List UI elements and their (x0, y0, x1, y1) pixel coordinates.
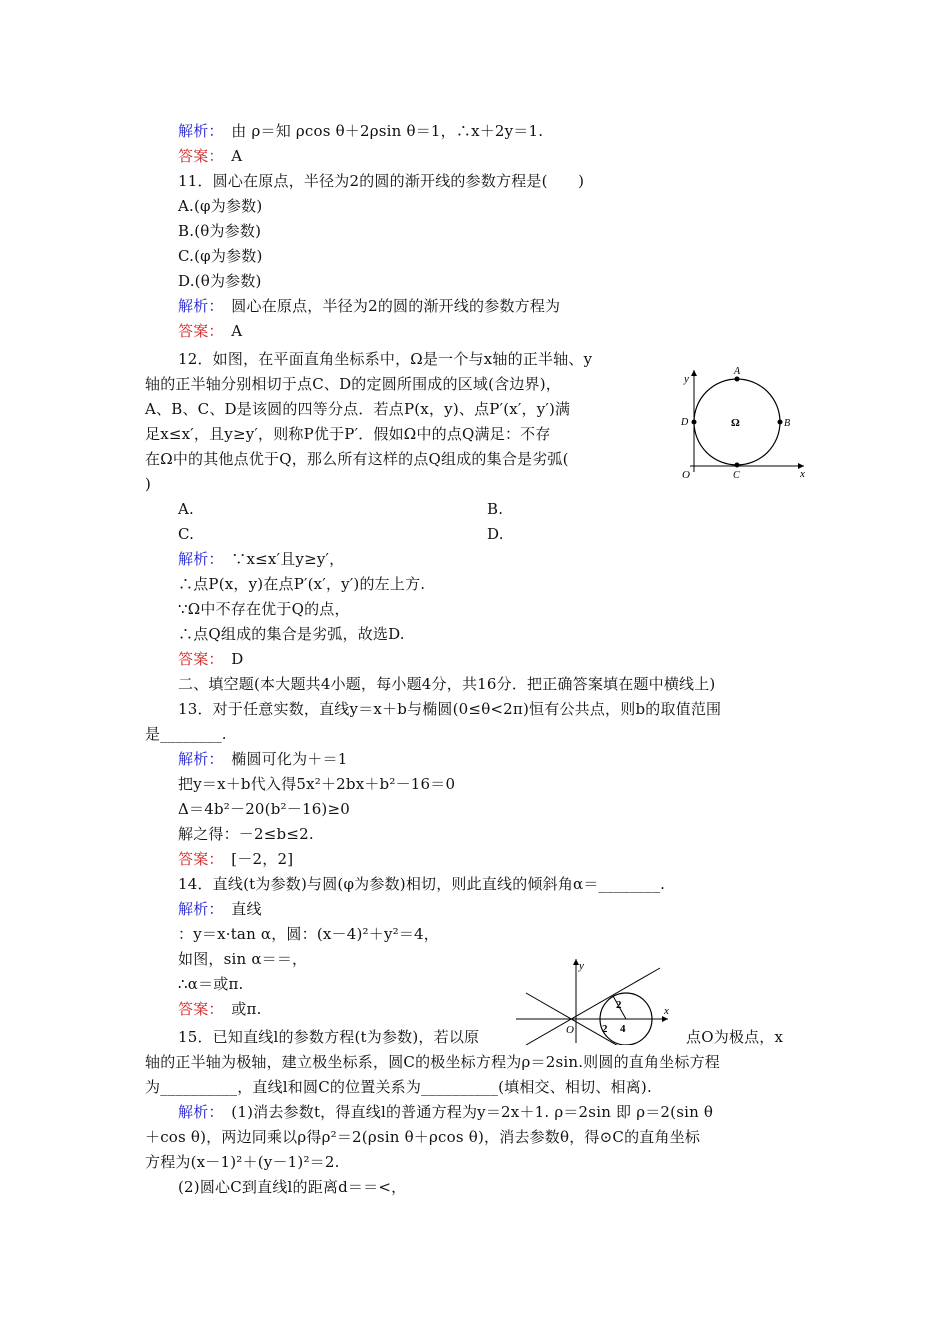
point-d-label: D (681, 417, 689, 428)
solution-label: 解析： (178, 900, 217, 918)
solution-14-line-3: 如图，sin α＝＝， (178, 950, 308, 968)
question-13-line-1: 13．对于任意实数，直线y＝x＋b与椭圆(0≤θ<2π)恒有公共点，则b的取值范围 (178, 700, 722, 718)
origin-label: O (682, 469, 690, 481)
question-13-line-2: 是________. (145, 725, 227, 743)
question-12-line-6: ) (145, 475, 152, 493)
solution-13-line-4: 解之得：－2≤b≤2. (178, 825, 314, 843)
point-b-label: B (784, 418, 791, 429)
question-12-line-2: 轴的正半轴分别相切于点C、D的定圆所围成的区域(含边界)， (145, 375, 562, 393)
x-tick-2-label: 2 (602, 1023, 608, 1035)
point-a-label: A (734, 366, 741, 377)
line-solution-14: 解析： 直线 (178, 900, 262, 918)
solution-13-line-3: Δ＝4b²－20(b²－16)≥0 (178, 800, 350, 818)
question-12-line-1: 12．如图，在平面直角坐标系中，Ω是一个与x轴的正半轴、y (178, 350, 593, 368)
answer-label: 答案： (178, 147, 217, 165)
radius-label: 2 (616, 999, 622, 1011)
solution-12-line-2: ∴点P(x，y)在点P′(x′，y′)的左上方. (178, 575, 426, 593)
circle-quadrant-figure (672, 362, 812, 482)
solution-label: 解析： (178, 297, 217, 315)
option-12-b: B. (487, 500, 504, 518)
question-12-line-5: 在Ω中的其他点优于Q，那么所有这样的点Q组成的集合是劣弧( (145, 450, 569, 468)
section-fill-in-heading: 二、填空题(本大题共4小题，每小题4分，共16分．把正确答案填在题中横线上) (178, 675, 716, 693)
solution-12-line-4: ∴点Q组成的集合是劣弧，故选D. (178, 625, 405, 643)
solution-label: 解析： (178, 122, 217, 140)
y-axis-label: y (579, 960, 584, 972)
option-11-c: C.(φ为参数) (178, 247, 263, 265)
y-axis-label: y (684, 373, 689, 385)
region-omega-label: Ω (731, 417, 740, 429)
point-c-label: C (733, 470, 740, 481)
solution-15-line-2: ＋cos θ)，两边同乘以ρ得ρ²＝2(ρsin θ＋ρcos θ)，消去参数θ，得⊙C的直角坐标 (145, 1128, 701, 1146)
option-11-d: D.(θ为参数) (178, 272, 262, 290)
option-12-a: A. (178, 500, 195, 518)
question-15-line-1-left: 15．已知直线l的参数方程(t为参数)，若以原 (178, 1028, 480, 1046)
option-12-d: D. (487, 525, 504, 543)
tangent-circle-figure (516, 955, 676, 1045)
solution-label: 解析： (178, 1103, 217, 1121)
line-answer-13: 答案： [－2，2] (178, 850, 294, 868)
line-answer-10: 答案： A (178, 147, 243, 165)
solution-14-line-4: ∴α＝或π. (178, 975, 244, 993)
solution-label: 解析： (178, 750, 217, 768)
question-12-line-3: A、B、C、D是该圆的四等分点．若点P(x，y)、点P′(x′，y′)满 (145, 400, 571, 418)
line-solution-10: 解析： 由 ρ＝知 ρcos θ＋2ρsin θ＝1，∴x＋2y＝1. (178, 122, 544, 140)
line-solution-15: 解析： (1)消去参数t，得直线l的普通方程为y＝2x＋1. ρ＝2sin 即 ρ＝2(sin θ (178, 1103, 714, 1121)
question-12-line-4: 足x≤x′，且y≥y′，则称P优于P′．假如Ω中的点Q满足：不存 (145, 425, 551, 443)
x-tick-4-label: 4 (620, 1023, 626, 1035)
line-solution-13: 解析： 椭圆可化为＋＝1 (178, 750, 348, 768)
line-solution-11: 解析： 圆心在原点，半径为2的圆的渐开线的参数方程为 (178, 297, 561, 315)
solution-12-line-3: ∵Ω中不存在优于Q的点， (178, 600, 350, 618)
question-11: 11．圆心在原点，半径为2的圆的渐开线的参数方程是( ) (178, 172, 585, 190)
line-answer-12: 答案： D (178, 650, 244, 668)
option-11-a: A.(φ为参数) (178, 197, 263, 215)
option-12-c: C. (178, 525, 195, 543)
x-axis-label: x (800, 468, 805, 480)
question-14: 14．直线(t为参数)与圆(φ为参数)相切，则此直线的倾斜角α＝________. (178, 875, 666, 893)
solution-14-line-2: ：y＝x·tan α，圆：(x－4)²＋y²＝4， (178, 925, 439, 943)
question-15-line-2: 轴的正半轴为极轴，建立极坐标系，圆C的极坐标方程为ρ＝2sin.则圆的直角坐标方程 (145, 1053, 720, 1071)
line-answer-11: 答案： A (178, 322, 243, 340)
answer-label: 答案： (178, 650, 217, 668)
line-solution-12: 解析： ∵x≤x′且y≥y′， (178, 550, 345, 568)
x-axis-label: x (664, 1005, 669, 1017)
question-15-line-1-right: 点O为极点，x (686, 1028, 784, 1046)
answer-label: 答案： (178, 322, 217, 340)
answer-label: 答案： (178, 1000, 217, 1018)
solution-13-line-2: 把y＝x＋b代入得5x²＋2bx＋b²－16＝0 (178, 775, 456, 793)
solution-15-line-3: 方程为(x－1)²＋(y－1)²＝2. (145, 1153, 340, 1171)
line-answer-14: 答案： 或π. (178, 1000, 262, 1018)
solution-15-line-4: (2)圆心C到直线l的距离d＝＝<， (178, 1178, 407, 1196)
solution-label: 解析： (178, 550, 217, 568)
question-15-line-3: 为__________，直线l和圆C的位置关系为__________(填相交、相切、相离). (145, 1078, 652, 1096)
option-11-b: B.(θ为参数) (178, 222, 262, 240)
answer-label: 答案： (178, 850, 217, 868)
origin-label: O (566, 1024, 574, 1036)
